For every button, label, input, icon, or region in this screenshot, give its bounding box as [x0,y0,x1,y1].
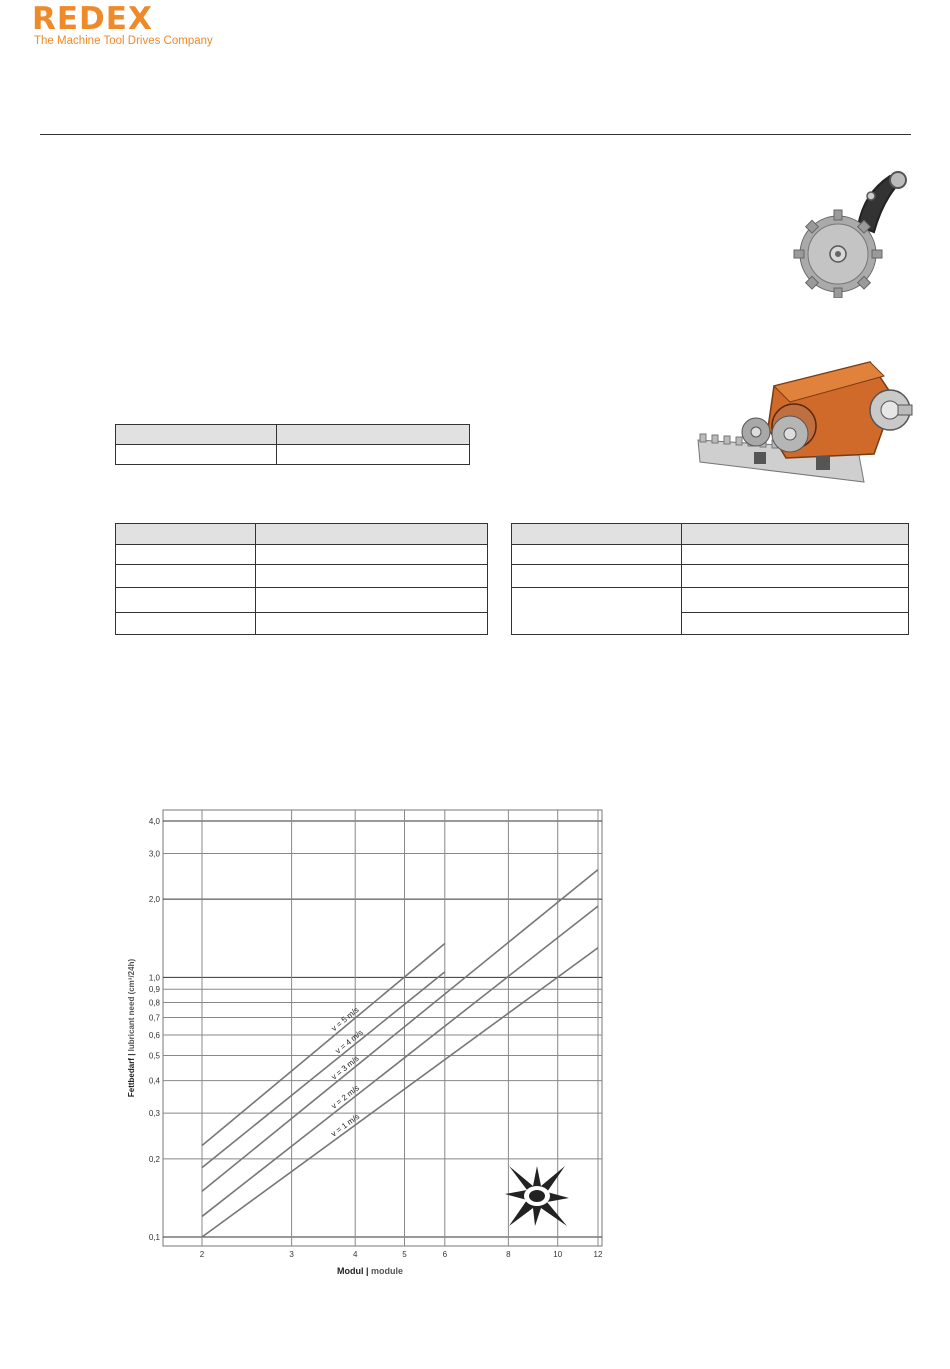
y-tick-labels [149,817,161,1242]
table-cell-merged [512,588,682,635]
x-tick-label: 10 [553,1250,563,1259]
table-row [512,545,909,565]
table-header-row [116,524,488,545]
series-label: v = 5 m/s [329,1005,361,1034]
table-cell [277,445,470,465]
y-axis-label [127,959,136,1098]
y-tick-label: 4,0 [148,817,160,826]
spec-table-right [511,523,909,635]
y-tick-label: 0,8 [148,998,160,1008]
table-cell [512,545,682,565]
series-label: v = 3 m/s [329,1053,361,1082]
table-cell [256,588,488,613]
table-row [116,613,488,635]
spec-table-small [115,424,470,465]
y-tick-label: 0,2 [148,1154,160,1164]
table-cell [682,545,909,565]
table-cell [682,565,909,588]
pinion-gear-image [790,166,915,298]
table-row [512,588,909,613]
y-tick-label: 0,9 [148,985,160,995]
x-tick-label: 6 [442,1250,448,1259]
table-row [512,565,909,588]
y-tick-label: 3,0 [148,849,160,859]
y-axis-label-sep: | [127,1051,136,1059]
table-cell [256,545,488,565]
table-cell [116,613,256,635]
gearbox-rack-image [694,358,916,486]
x-tick-labels [200,1250,603,1259]
table-cell [116,425,277,445]
table-cell [682,613,909,635]
x-axis-label [337,1266,403,1276]
table-cell [116,445,277,465]
x-tick-label: 8 [506,1250,511,1259]
y-axis-label-en: lubricant need (cm³/24h) [127,958,136,1052]
table-cell [512,565,682,588]
spec-table-left [115,523,488,635]
table-cell [277,425,470,445]
table-row [116,445,470,465]
header-divider [40,134,911,135]
table-cell [116,588,256,613]
logo-tagline: The Machine Tool Drives Company [34,35,213,47]
x-tick-label: 3 [289,1250,294,1259]
table-cell [256,524,488,545]
table-cell [682,588,909,613]
table-row [116,565,488,588]
table-cell [116,545,256,565]
x-axis-label-en: module [371,1266,404,1276]
y-tick-label: 2,0 [148,895,160,905]
table-header-row [512,524,909,545]
table-row [116,588,488,613]
x-tick-label: 2 [199,1250,205,1259]
y-tick-label: 0,6 [148,1030,160,1040]
series-label: v = 1 m/s [329,1111,362,1139]
series-label: v = 2 m/s [329,1083,361,1111]
table-row [116,545,488,565]
x-axis-label-sep: | [363,1266,372,1276]
y-tick-label: 1,0 [148,973,160,983]
table-cell [116,524,256,545]
table-header-row [116,425,470,445]
redex-logo [32,1,213,48]
y-tick-label: 0,1 [148,1233,160,1242]
series-label: v = 4 m/s [333,1027,365,1056]
table-cell [116,565,256,588]
table-cell [682,524,909,545]
y-tick-label: 0,5 [148,1051,160,1061]
x-tick-label: 5 [402,1250,407,1259]
lubricant-need-chart [100,800,620,1290]
y-tick-label: 0,3 [148,1109,160,1119]
x-axis-label-de: Modul [336,1266,364,1276]
y-axis-label-de: Fettbedarf [127,1058,136,1098]
table-cell [256,613,488,635]
x-tick-label: 12 [593,1250,603,1259]
y-tick-label: 0,4 [148,1076,160,1086]
table-cell [512,524,682,545]
x-tick-label: 4 [352,1250,358,1259]
logo-wordmark: REDEX [32,1,153,37]
y-tick-label: 0,7 [148,1013,160,1023]
table-cell [256,565,488,588]
